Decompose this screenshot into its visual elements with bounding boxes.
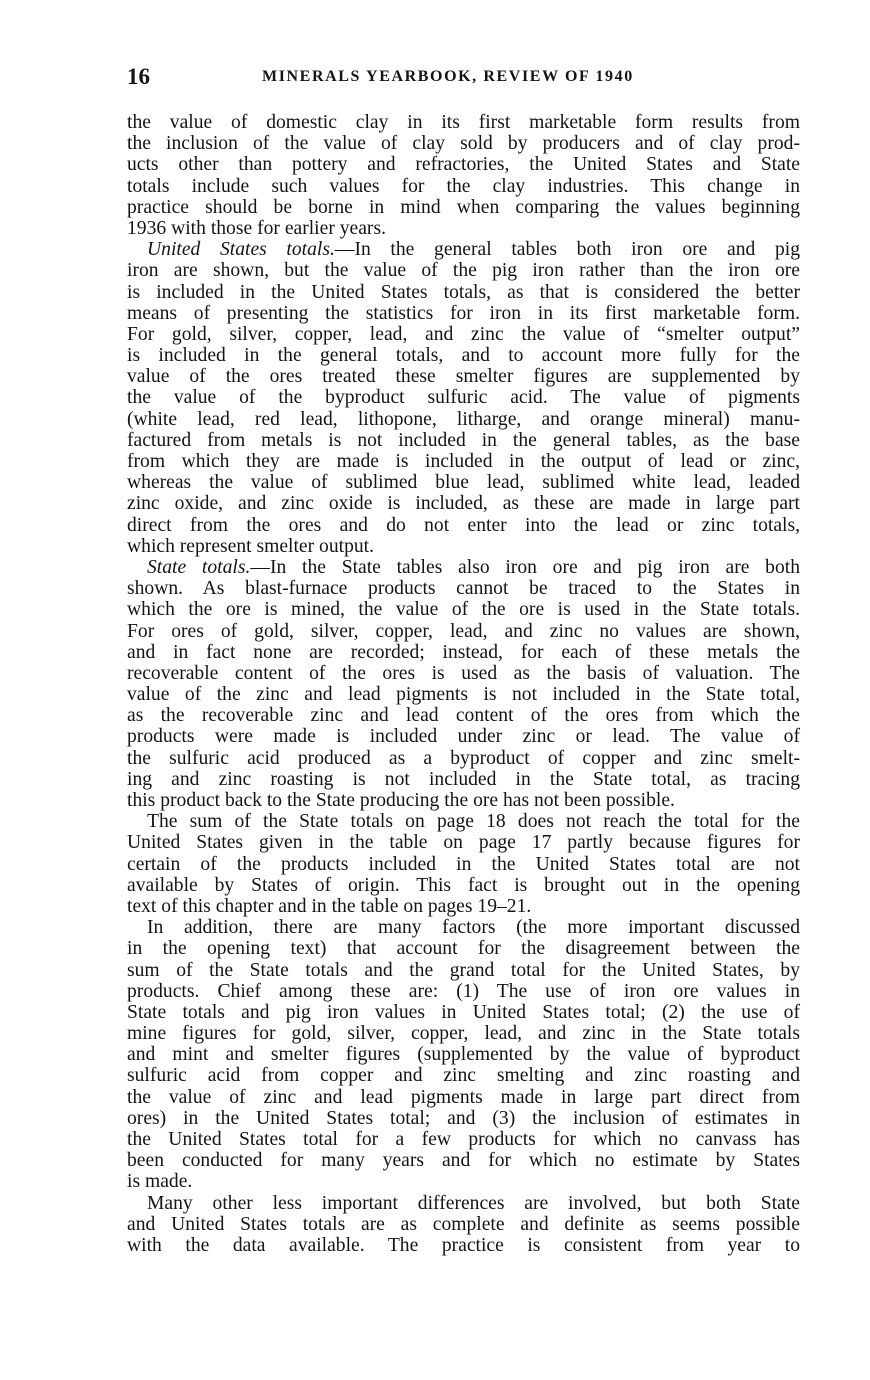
text-line: totals include such values for the clay industries. This change in bbox=[127, 175, 800, 197]
text-line: which represent smelter output. bbox=[127, 535, 375, 557]
text-run: —In the general tables both iron ore and pig bbox=[334, 239, 800, 261]
text-line: zinc oxide, and zinc oxide is included, as these are made in large part bbox=[127, 493, 800, 515]
text-line: from which they are made is included in the output of lead or zinc, bbox=[127, 451, 800, 472]
text-line: For gold, silver, copper, lead, and zinc the value of “smelter output” bbox=[127, 323, 800, 345]
text-line: 1936 with those for earlier years. bbox=[127, 217, 386, 239]
text-line: value of the zinc and lead pigments is not included in the State total, bbox=[127, 684, 800, 706]
paragraph-state-totals bbox=[127, 557, 800, 811]
text-line: and in fact none are recorded; instead, for each of these metals the bbox=[127, 641, 800, 663]
text-line: as the recoverable zinc and lead content of the ores from which the bbox=[127, 705, 800, 727]
text-line: sulfuric acid from copper and zinc smelting and zinc roasting and bbox=[127, 1065, 800, 1087]
text-line: the sulfuric acid produced as a byproduct of copper and zinc smelt- bbox=[127, 747, 800, 769]
text-line bbox=[127, 557, 800, 578]
page-number: 16 bbox=[127, 64, 150, 89]
text-line: which the ore is mined, the value of the ore is used in the State totals. bbox=[127, 599, 800, 621]
text-line: ores) in the United States total; and (3) the inclusion of estimates in bbox=[127, 1107, 800, 1129]
paragraph bbox=[127, 811, 800, 917]
text-line: is made. bbox=[127, 1171, 193, 1193]
italic-heading: State totals. bbox=[147, 556, 251, 578]
text-line: Many other less important differences are involved, but both State bbox=[147, 1192, 800, 1214]
italic-heading: United States totals. bbox=[147, 239, 335, 261]
text-line: value of the ores treated these smelter figures are supplemented by bbox=[127, 366, 800, 388]
text-line: recoverable content of the ores is used as the basis of valuation. The bbox=[127, 662, 800, 684]
text-line: products were made is included under zinc or lead. The value of bbox=[127, 726, 800, 748]
text-line: certain of the products included in the United States total are not bbox=[127, 853, 800, 875]
text-line: text of this chapter and in the table on pages 19–21. bbox=[127, 895, 532, 917]
text-line: direct from the ores and do not enter into the lead or zinc totals, bbox=[127, 514, 800, 536]
text-line: is included in the general totals, and to account more fully for the bbox=[127, 345, 800, 367]
text-line: the inclusion of the value of clay sold by producers and of clay prod- bbox=[127, 133, 800, 155]
text-line: the value of zinc and lead pigments made in large part direct from bbox=[127, 1086, 800, 1108]
text-line: been conducted for many years and for which no estimate by States bbox=[127, 1150, 800, 1172]
text-line: the value of domestic clay in its first marketable form results from bbox=[127, 112, 800, 133]
text-line: in the opening text) that account for the disagreement between the bbox=[127, 938, 800, 960]
text-line: sum of the State totals and the grand total for the United States, by bbox=[127, 959, 800, 981]
text-line: this product back to the State producing the ore has not been possible. bbox=[127, 790, 675, 811]
text-line: available by States of origin. This fact is brought out in the opening bbox=[127, 874, 800, 896]
text-line: For ores of gold, silver, copper, lead, and zinc no values are shown, bbox=[127, 620, 800, 642]
text-line: and United States totals are as complete and definite as seems possible bbox=[127, 1213, 800, 1235]
text-line: products. Chief among these are: (1) The use of iron ore values in bbox=[127, 980, 800, 1002]
text-line: factured from metals is not included in the general tables, as the base bbox=[127, 429, 800, 451]
body-text bbox=[127, 112, 800, 1256]
paragraph bbox=[127, 917, 800, 1192]
text-line: whereas the value of sublimed blue lead, sublimed white lead, leaded bbox=[127, 472, 800, 494]
text-line: means of presenting the statistics for iron in its first marketable form. bbox=[127, 302, 800, 324]
text-line: ucts other than pottery and refractories, the United States and State bbox=[127, 154, 800, 176]
text-line: practice should be borne in mind when comparing the values beginning bbox=[127, 196, 800, 218]
text-line: the United States total for a few products for which no canvass has bbox=[127, 1129, 800, 1150]
paragraph-united-states-totals bbox=[127, 239, 800, 557]
text-line: with the data available. The practice is consistent from year to bbox=[127, 1234, 800, 1256]
page-header bbox=[127, 64, 800, 94]
text-line: The sum of the State totals on page 18 does not reach the total for the bbox=[147, 811, 800, 833]
paragraph bbox=[127, 112, 800, 239]
text-line: mine figures for gold, silver, copper, lead, and zinc in the State totals bbox=[127, 1023, 800, 1045]
text-line: iron are shown, but the value of the pig iron rather than the iron ore bbox=[127, 260, 800, 282]
text-line: is included in the United States totals, as that is considered the better bbox=[127, 281, 800, 303]
text-line: shown. As blast-furnace products cannot be traced to the States in bbox=[127, 578, 800, 600]
text-line: (white lead, red lead, lithopone, litharge, and orange mineral) manu- bbox=[127, 408, 800, 430]
text-line: the value of the byproduct sulfuric acid. The value of pigments bbox=[127, 387, 800, 409]
text-line: In addition, there are many factors (the more important discussed bbox=[147, 917, 800, 939]
text-line bbox=[127, 239, 800, 260]
text-line: ing and zinc roasting is not included in the State total, as tracing bbox=[127, 768, 800, 790]
text-run: —In the State tables also iron ore and pig iron are both bbox=[250, 556, 801, 578]
paragraph bbox=[127, 1193, 800, 1257]
text-line: United States given in the table on page 17 partly because figures for bbox=[127, 832, 800, 854]
text-line: State totals and pig iron values in United States total; (2) the use of bbox=[127, 1001, 800, 1023]
text-line: and mint and smelter figures (supplemented by the value of byproduct bbox=[127, 1044, 800, 1066]
running-head: MINERALS YEARBOOK, REVIEW OF 1940 bbox=[262, 68, 634, 85]
